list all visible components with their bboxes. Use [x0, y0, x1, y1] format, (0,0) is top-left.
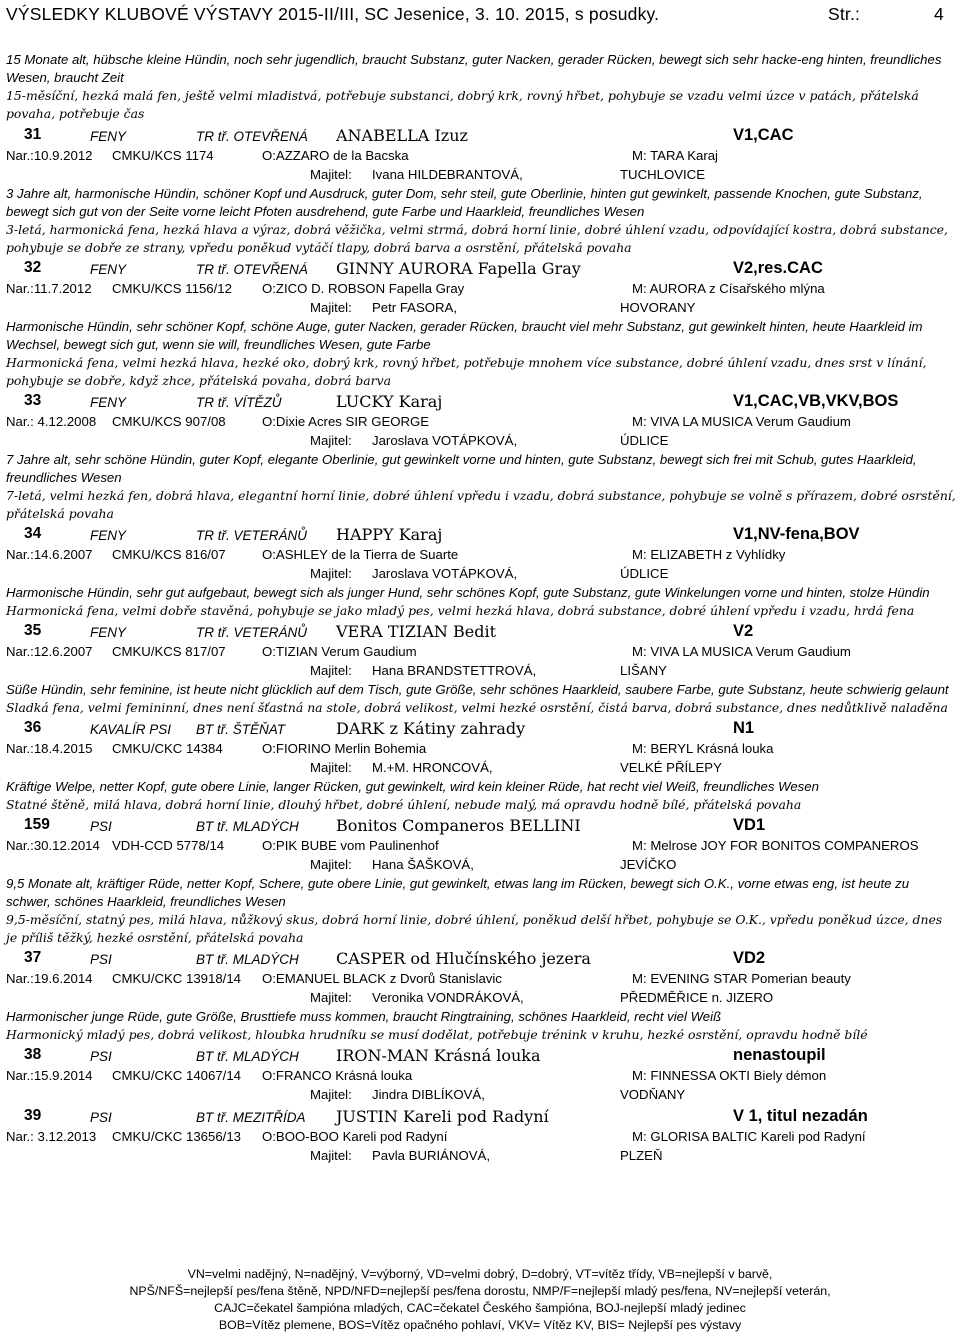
result-grade: nenastoupil: [733, 1046, 826, 1064]
owner-row: [6, 1086, 956, 1105]
owner-city: LIŠANY: [620, 663, 667, 678]
entry-heading: [6, 947, 956, 970]
sex-class: FENY: [90, 625, 127, 640]
sex-class: FENY: [90, 395, 127, 410]
catalog-number: 37: [24, 949, 42, 966]
result-grade: V1,NV-fena,BOV: [733, 525, 860, 543]
owner-label: Majitel:: [310, 167, 352, 182]
owner-name: Veronika VONDRÁKOVÁ,: [372, 990, 524, 1005]
show-class: TR tř. OTEVŘENÁ: [196, 262, 308, 277]
dam-name: M: Melrose JOY FOR BONITOS COMPANEROS: [632, 838, 919, 853]
critique-czech: 15-měsíční, hezká malá fen, ještě velmi mladistvá, potřebuje substanci, dobrý krk, rovný hřbet, pohybuje se vzadu velmi úzce v patách, přátelská povaha, potřebuje čas: [6, 88, 919, 121]
catalog-number: 39: [24, 1107, 42, 1124]
dam-name: M: GLORISA BALTIC Kareli pod Radyní: [632, 1129, 866, 1144]
show-class: BT tř. MLADÝCH: [196, 1049, 299, 1064]
entry-heading: [6, 717, 956, 740]
birth-date: Nar.:10.9.2012: [6, 148, 93, 163]
owner-city: JEVÍČKO: [620, 857, 677, 872]
owner-label: Majitel:: [310, 1087, 352, 1102]
sex-class: FENY: [90, 262, 127, 277]
owner-city: PŘEDMĚŘICE n. JIZERO: [620, 990, 774, 1005]
sire-name: O:TIZIAN Verum Gaudium: [262, 644, 417, 659]
pedigree-row: [6, 280, 956, 299]
birth-date: Nar.:14.6.2007: [6, 547, 93, 562]
owner-city: PLZEŇ: [620, 1148, 663, 1163]
dog-entry: [6, 717, 956, 814]
critique-czech: 7-letá, velmi hezká fen, dobrá hlava, elegantní horní linie, dobré úhlení vpředu i vzadu, dobrá substance, pohybuje se volně s přírazem, dobré osrstění, přátelská povaha: [6, 488, 956, 521]
critique-czech: Harmonická fena, velmi hezká hlava, hezké oko, dobrý krk, rovný hřbet, potřebuje mnohem více substance, dobré úhlení vzadu, dnes srst v línání, pohybuje se dobře, když zhce, přátelská povaha, dobrá barva: [6, 355, 927, 388]
owner-name: Pavla BURIÁNOVÁ,: [372, 1148, 490, 1163]
sex-class: KAVALÍR PSI: [90, 722, 172, 737]
birth-date: Nar.:18.4.2015: [6, 741, 93, 756]
registration-number: VDH-CCD 5778/14: [112, 838, 225, 853]
birth-date: Nar.:30.12.2014: [6, 838, 100, 853]
sex-class: FENY: [90, 528, 127, 543]
dog-name: LUCKY Karaj: [336, 392, 443, 411]
entry-heading: [6, 257, 956, 280]
critique-german: Harmonische Hündin, sehr schöner Kopf, schöne Auge, guter Nacken, gerader Rücken, braucht viel mehr Substanz, gut gewinkelt hinten, heute Haarkleid im Wechsel, bewegt sich gut, wenn sie will, freundliches Wesen, gute Farbe: [6, 319, 923, 352]
result-grade: N1: [733, 719, 755, 737]
show-class: BT tř. MLADÝCH: [196, 819, 299, 834]
show-class: BT tř. MEZITŘÍDA: [196, 1110, 306, 1125]
pedigree-row: [6, 643, 956, 662]
critique-czech: Statné štěně, milá hlava, dobrá horní linie, dlouhý hřbet, dobré úhlení, nebude malý, má opravdu hodně bílé, přátelská povaha: [6, 797, 802, 812]
owner-row: [6, 856, 956, 875]
page-header: [6, 2, 954, 28]
owner-city: VELKÉ PŘÍLEPY: [620, 760, 722, 775]
entry-heading: [6, 1044, 956, 1067]
critique-czech: Sladká fena, velmi femininní, dnes není šťastná na stole, dobrá velikost, velmi hezké osrstění, čistá barva, dobrá substance, dnes nedůtklivě naladěna: [6, 700, 948, 715]
sire-name: O:FRANCO Krásná louka: [262, 1068, 413, 1083]
registration-number: CMKU/CKC 14384: [112, 741, 223, 756]
owner-label: Majitel:: [310, 663, 352, 678]
owner-name: Hana ŠAŠKOVÁ,: [372, 857, 474, 872]
dog-entry: [6, 1105, 956, 1166]
registration-number: CMKU/KCS 1156/12: [112, 281, 232, 296]
sex-class: PSI: [90, 1049, 112, 1064]
critique-czech: 3-letá, harmonická fena, hezká hlava a výraz, dobrá věžička, velmi strmá, dobrá horní linie, dobré úhlení vzadu, odpovídající kostra, dobrá substance, pohybuje se dobře ze strany, vpředu poněkud vytáčí tlapy, dobrá barva a osrstění, přátelská povaha: [6, 222, 948, 255]
result-grade: V1,CAC,VB,VKV,BOS: [733, 392, 899, 410]
critique-german: Kräftige Welpe, netter Kopf, gute obere Linie, langer Rücken, gut gewinkelt, wird kein kleiner Rüde, hat recht viel Weiß, freundliches Wesen: [6, 779, 819, 794]
owner-row: [6, 662, 956, 681]
owner-name: Hana BRANDSTETTROVÁ,: [372, 663, 537, 678]
sire-name: O:FIORINO Merlin Bohemia: [262, 741, 427, 756]
pedigree-row: [6, 1067, 956, 1086]
dam-name: M: EVENING STAR Pomerian beauty: [632, 971, 851, 986]
critique-german: Harmonische Hündin, sehr gut aufgebaut, bewegt sich als junger Hund, sehr schönes Kopf, gute Substanz, gute Winkelungen vorne und hinten, stolze Hündin: [6, 585, 930, 600]
sire-name: O:EMANUEL BLACK z Dvorů Stanislavic: [262, 971, 502, 986]
pedigree-row: [6, 970, 956, 989]
owner-name: Jaroslava VOTÁPKOVÁ,: [372, 566, 518, 581]
owner-row: [6, 565, 956, 584]
document-title: VÝSLEDKY KLUBOVÉ VÝSTAVY 2015-II/III, SC Jesenice, 3. 10. 2015, s posudky.: [6, 4, 660, 24]
sire-name: O:PIK BUBE vom Paulinenhof: [262, 838, 439, 853]
entry-heading: [6, 814, 956, 837]
catalog-number: 32: [24, 259, 42, 276]
sire-name: O:ZICO D. ROBSON Fapella Gray: [262, 281, 465, 296]
result-grade: VD1: [733, 816, 766, 834]
sex-class: FENY: [90, 129, 127, 144]
critique-czech: 9,5-měsíční, statný pes, milá hlava, nůžkový skus, dobrá horní linie, dobré úhlení, poněkud delší hřbet, pohybuje se O.K., vpředu poněkud úzce, dnes je příliš těžký, hezké osrstění, přátelská povaha: [6, 912, 943, 945]
dam-name: M: TARA Karaj: [632, 148, 718, 163]
owner-label: Majitel:: [310, 857, 352, 872]
entry-heading: [6, 390, 956, 413]
catalog-number: 159: [24, 816, 50, 833]
entry-heading: [6, 1105, 956, 1128]
owner-label: Majitel:: [310, 566, 352, 581]
registration-number: CMKU/KCS 1174: [112, 148, 214, 163]
critique-german: 7 Jahre alt, sehr schöne Hündin, guter Kopf, elegante Oberlinie, gut gewinkelt vorne und hinten, gute Substanz, bewegt sich frei mit Schub, gutes Haarkleid, freundliches Wesen: [6, 452, 917, 485]
owner-name: Ivana HILDEBRANTOVÁ,: [372, 167, 523, 182]
show-class: BT tř. MLADÝCH: [196, 952, 299, 967]
dog-name: HAPPY Karaj: [336, 525, 443, 544]
legend-line: BOB=Vítěz plemene, BOS=Vítěz opačného pohlaví, VKV= Vítěz KV, BIS= Nejlepší pes výstavy: [218, 1318, 742, 1332]
dam-name: M: BERYL Krásná louka: [632, 741, 774, 756]
sire-name: O:AZZARO de la Bacska: [262, 148, 409, 163]
owner-row: [6, 166, 956, 185]
owner-name: M.+M. HRONCOVÁ,: [372, 760, 493, 775]
dog-name: IRON-MAN Krásná louka: [336, 1046, 541, 1065]
dog-entry: [6, 257, 956, 390]
owner-label: Majitel:: [310, 1148, 352, 1163]
dog-name: DARK z Kátiny zahrady: [336, 719, 526, 738]
dog-name: CASPER od Hlučínského jezera: [336, 949, 591, 968]
sire-name: O:ASHLEY de la Tierra de Suarte: [262, 547, 459, 562]
registration-number: CMKU/KCS 816/07: [112, 547, 226, 562]
result-grade: V2: [733, 622, 754, 640]
dam-name: M: ELIZABETH z Vyhlídky: [632, 547, 786, 562]
result-grade: VD2: [733, 949, 766, 967]
result-grade: V2,res.CAC: [733, 259, 823, 277]
registration-number: CMKU/CKC 13656/13: [112, 1129, 242, 1144]
owner-name: Jindra DIBLÍKOVÁ,: [372, 1087, 485, 1102]
dog-name: GINNY AURORA Fapella Gray: [336, 259, 581, 278]
owner-name: Jaroslava VOTÁPKOVÁ,: [372, 433, 518, 448]
owner-city: VODŇANY: [620, 1087, 686, 1102]
dog-name: ANABELLA Izuz: [336, 126, 468, 145]
entry-heading: [6, 124, 956, 147]
pedigree-row: [6, 1128, 956, 1147]
legend-line: NPŠ/NFŠ=nejlepší pes/fena štěně, NPD/NFD=nejlepší pes/fena dorostu, NMP/F=nejlepší mladý pes/fena, NV=nejlepší veterán,: [129, 1284, 831, 1298]
dam-name: M: VIVA LA MUSICA Verum Gaudium: [632, 414, 851, 429]
entry-heading: [6, 620, 956, 643]
sex-class: PSI: [90, 1110, 112, 1125]
dog-entry: [6, 523, 956, 620]
owner-row: [6, 432, 956, 451]
catalog-number: 34: [24, 525, 42, 542]
pedigree-row: [6, 546, 956, 565]
show-class: TR tř. VETERÁNŮ: [196, 625, 308, 640]
pedigree-row: [6, 413, 956, 432]
birth-date: Nar.:15.9.2014: [6, 1068, 93, 1083]
entry-list: [6, 124, 956, 1166]
owner-label: Majitel:: [310, 300, 352, 315]
pedigree-row: [6, 740, 956, 759]
owner-label: Majitel:: [310, 433, 352, 448]
owner-city: ÚDLICE: [620, 433, 669, 448]
owner-row: [6, 1147, 956, 1166]
pedigree-row: [6, 147, 956, 166]
owner-label: Majitel:: [310, 760, 352, 775]
owner-label: Majitel:: [310, 990, 352, 1005]
birth-date: Nar.: 4.12.2008: [6, 414, 97, 429]
dog-entry: [6, 814, 956, 947]
birth-date: Nar.:12.6.2007: [6, 644, 93, 659]
dam-name: M: VIVA LA MUSICA Verum Gaudium: [632, 644, 851, 659]
catalog-number: 31: [24, 126, 42, 143]
legend-line: CAJC=čekatel šampióna mladých, CAC=čekatel Českého šampióna, BOJ-nejlepší mladý jedinec: [214, 1301, 746, 1315]
result-grade: V1,CAC: [733, 126, 794, 144]
page-number: 4: [934, 4, 944, 24]
critique-german: 15 Monate alt, hübsche kleine Hündin, noch sehr jugendlich, braucht Substanz, guter Nacken, gerader Rücken, bewegt sich sehr hacke-eng hinten, freundliches Wesen, braucht Zeit: [6, 52, 942, 85]
catalog-number: 35: [24, 622, 42, 639]
dog-entry: [6, 124, 956, 257]
owner-name: Petr FASORA,: [372, 300, 458, 315]
pedigree-row: [6, 837, 956, 856]
sex-class: PSI: [90, 819, 112, 834]
catalog-number: 38: [24, 1046, 42, 1063]
registration-number: CMKU/KCS 817/07: [112, 644, 226, 659]
show-class: TR tř. VETERÁNŮ: [196, 528, 308, 543]
critique-czech: Harmonická fena, velmi dobře stavěná, pohybuje se jako mladý pes, velmi hezká hlava, dobrá substance, dobré úhlení vpředu i vzadu, hrdá fena: [6, 603, 915, 618]
dam-name: M: FINNESSA OKTI Biely démon: [632, 1068, 827, 1083]
dog-entry: [6, 1044, 956, 1105]
critique-german: 3 Jahre alt, harmonische Hündin, schöner Kopf und Ausdruck, guter Dom, sehr steil, gute Oberlinie, hinten gut gewinkelt, passende Knochen, gute Substanz, bewegt sich gut von der Seite vorne leicht Pfoten ausdrehend, gute Farbe und Haarkleid, freundliches Wesen: [6, 186, 923, 219]
registration-number: CMKU/KCS 907/08: [112, 414, 226, 429]
birth-date: Nar.:19.6.2014: [6, 971, 93, 986]
critique-german: Harmonischer junge Rüde, gute Größe, Brusttiefe muss kommen, braucht Ringtraining, schönes Haarkleid, recht viel Weiß: [6, 1009, 722, 1024]
owner-row: [6, 759, 956, 778]
dog-entry: [6, 620, 956, 717]
abbreviation-legend: [0, 1266, 960, 1334]
critique-czech: Harmonický mladý pes, dobrá velikost, hloubka hrudníku se musí dodělat, potřebuje trénink v kruhu, hezké osrstění, opravdu hodně bílé: [6, 1027, 868, 1042]
registration-number: CMKU/CKC 14067/14: [112, 1068, 242, 1083]
dog-name: Bonitos Companeros BELLINI: [336, 816, 581, 835]
dog-name: JUSTIN Kareli pod Radyní: [336, 1107, 549, 1126]
catalog-number: 36: [24, 719, 42, 736]
critique-german: Süße Hündin, sehr feminine, ist heute nicht glücklich auf dem Tisch, gute Größe, sehr schönes Haarkleid, saubere Farbe, gute Substanz, heute schwierig gelaunt: [6, 682, 949, 697]
birth-date: Nar.:11.7.2012: [6, 281, 92, 296]
entry-heading: [6, 523, 956, 546]
dam-name: M: AURORA z Císařského mlýna: [632, 281, 825, 296]
birth-date: Nar.: 3.12.2013: [6, 1129, 97, 1144]
show-class: TR tř. VÍTĚZŮ: [196, 395, 282, 410]
owner-city: HOVORANY: [620, 300, 696, 315]
continued-critique: [6, 51, 956, 123]
show-class: TR tř. OTEVŘENÁ: [196, 129, 308, 144]
sex-class: PSI: [90, 952, 112, 967]
owner-row: [6, 299, 956, 318]
sire-name: O:BOO-BOO Kareli pod Radyní: [262, 1129, 448, 1144]
owner-row: [6, 989, 956, 1008]
registration-number: CMKU/CKC 13918/14: [112, 971, 242, 986]
critique-german: 9,5 Monate alt, kräftiger Rüde, netter Kopf, Schere, gute obere Linie, gut gewinkelt, etwas lang im Rücken, bewegt sich O.K., vorne etwas eng, ist heute zu schwer, schönes Haarkleid, freundliches Wesen: [6, 876, 910, 909]
sire-name: O:Dixie Acres SIR GEORGE: [262, 414, 430, 429]
result-grade: V 1, titul nezadán: [733, 1107, 868, 1125]
legend-line: VN=velmi nadějný, N=nadějný, V=výborný, VD=velmi dobrý, D=dobrý, VT=vítěz třídy, VB=nejlepší v barvě,: [187, 1267, 773, 1281]
dog-entry: [6, 390, 956, 523]
catalog-number: 33: [24, 392, 42, 409]
dog-entry: [6, 947, 956, 1044]
owner-city: TUCHLOVICE: [620, 167, 705, 182]
page-label: Str.:: [828, 4, 861, 24]
show-class: BT tř. ŠTĚŇAT: [196, 722, 286, 737]
owner-city: ÚDLICE: [620, 566, 669, 581]
dog-name: VERA TIZIAN Bedit: [336, 622, 497, 641]
